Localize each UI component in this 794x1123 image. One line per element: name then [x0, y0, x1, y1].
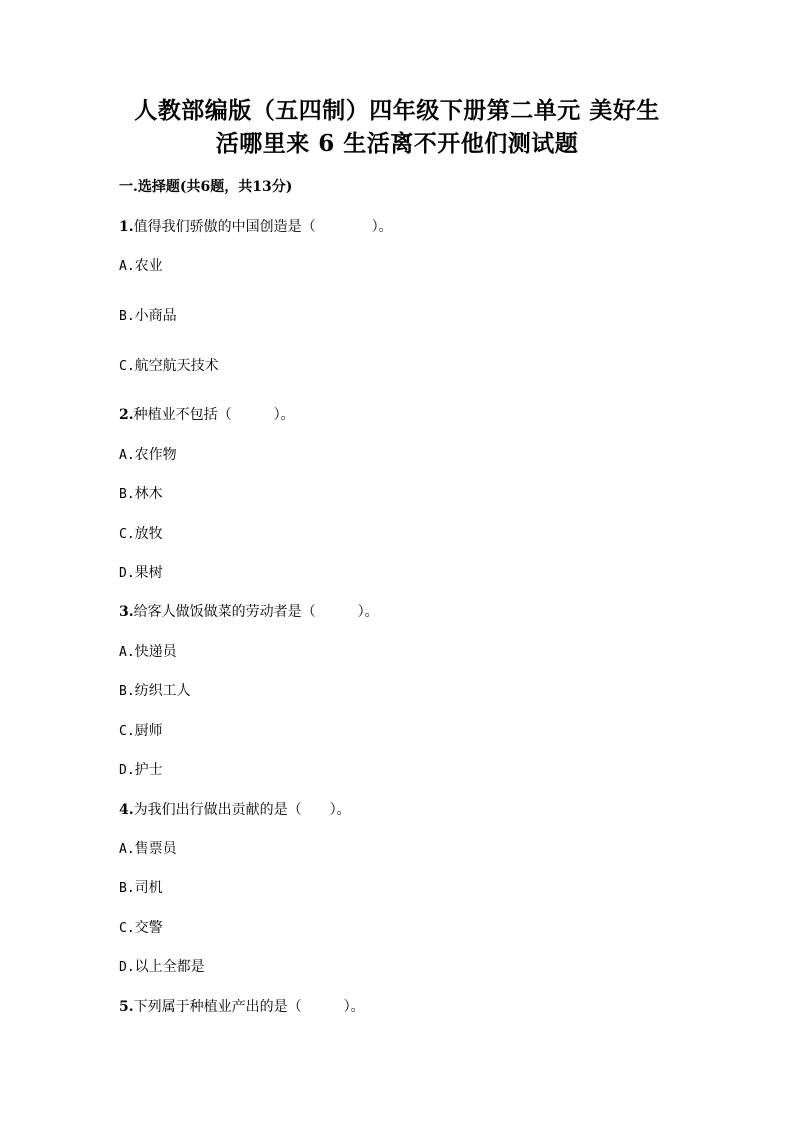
question-1 [119, 216, 393, 238]
option-letter: A. [119, 645, 135, 660]
option-letter: A. [119, 448, 135, 463]
question-number: 3. [119, 604, 134, 620]
question-4-option-d [119, 956, 205, 978]
question-2-option-b [119, 483, 163, 505]
option-text: 果树 [134, 565, 163, 581]
question-1-option-b [119, 305, 177, 327]
question-number: 1. [119, 219, 134, 235]
question-2-option-a [119, 444, 177, 466]
question-text: 给客人做饭做菜的劳动者是（ ）。 [133, 604, 379, 620]
option-letter: B. [119, 684, 135, 699]
option-text: 林木 [134, 486, 163, 502]
question-4-option-b [119, 877, 163, 899]
option-letter: B. [119, 487, 135, 502]
option-letter: B. [119, 881, 135, 896]
option-text: 航空航天技术 [134, 358, 219, 374]
question-4-option-c [119, 917, 163, 939]
document-title-line-2: 活哪里来 6 生活离不开他们测试题 [215, 130, 579, 157]
option-letter: C. [119, 359, 135, 374]
question-2 [119, 404, 295, 426]
question-4-option-a [119, 838, 177, 860]
question-3-option-d [119, 759, 163, 781]
option-text: 以上全都是 [134, 959, 205, 975]
option-text: 农作物 [134, 447, 177, 463]
question-text: 为我们出行做出贡献的是（ ）。 [133, 802, 351, 818]
question-1-option-a [119, 255, 163, 277]
option-text: 快递员 [134, 644, 177, 660]
option-letter: A. [119, 259, 135, 274]
option-text: 交警 [134, 920, 163, 936]
option-text: 厨师 [134, 723, 163, 739]
option-text: 小商品 [134, 308, 177, 324]
option-letter: C. [119, 921, 135, 936]
document-title-line-1: 人教部编版（五四制）四年级下册第二单元 美好生 [134, 97, 660, 124]
option-text: 护士 [134, 762, 163, 778]
question-text: 值得我们骄傲的中国创造是（ ）。 [133, 219, 393, 235]
option-text: 农业 [134, 258, 163, 274]
option-text: 纺织工人 [134, 683, 191, 699]
question-number: 4. [119, 802, 134, 818]
option-letter: C. [119, 724, 135, 739]
option-letter: D. [119, 960, 135, 975]
question-text: 下列属于种植业产出的是（ ）。 [133, 999, 365, 1015]
option-letter: B. [119, 309, 135, 324]
option-letter: C. [119, 527, 135, 542]
question-text: 种植业不包括（ ）。 [133, 407, 295, 423]
option-letter: D. [119, 763, 135, 778]
question-3-option-b [119, 680, 191, 702]
question-1-option-c [119, 355, 219, 377]
question-2-option-d [119, 562, 163, 584]
question-2-option-c [119, 523, 163, 545]
question-3-option-c [119, 720, 163, 742]
question-3-option-a [119, 641, 177, 663]
question-4 [119, 799, 351, 821]
section-heading: 一.选择题(共6题，共13分) [119, 179, 293, 195]
question-number: 5. [119, 999, 134, 1015]
question-number: 2. [119, 407, 134, 423]
question-3 [119, 601, 379, 623]
option-text: 司机 [134, 880, 163, 896]
option-letter: D. [119, 566, 135, 581]
question-5 [119, 996, 365, 1018]
option-text: 售票员 [134, 841, 177, 857]
option-text: 放牧 [134, 526, 163, 542]
option-letter: A. [119, 842, 135, 857]
